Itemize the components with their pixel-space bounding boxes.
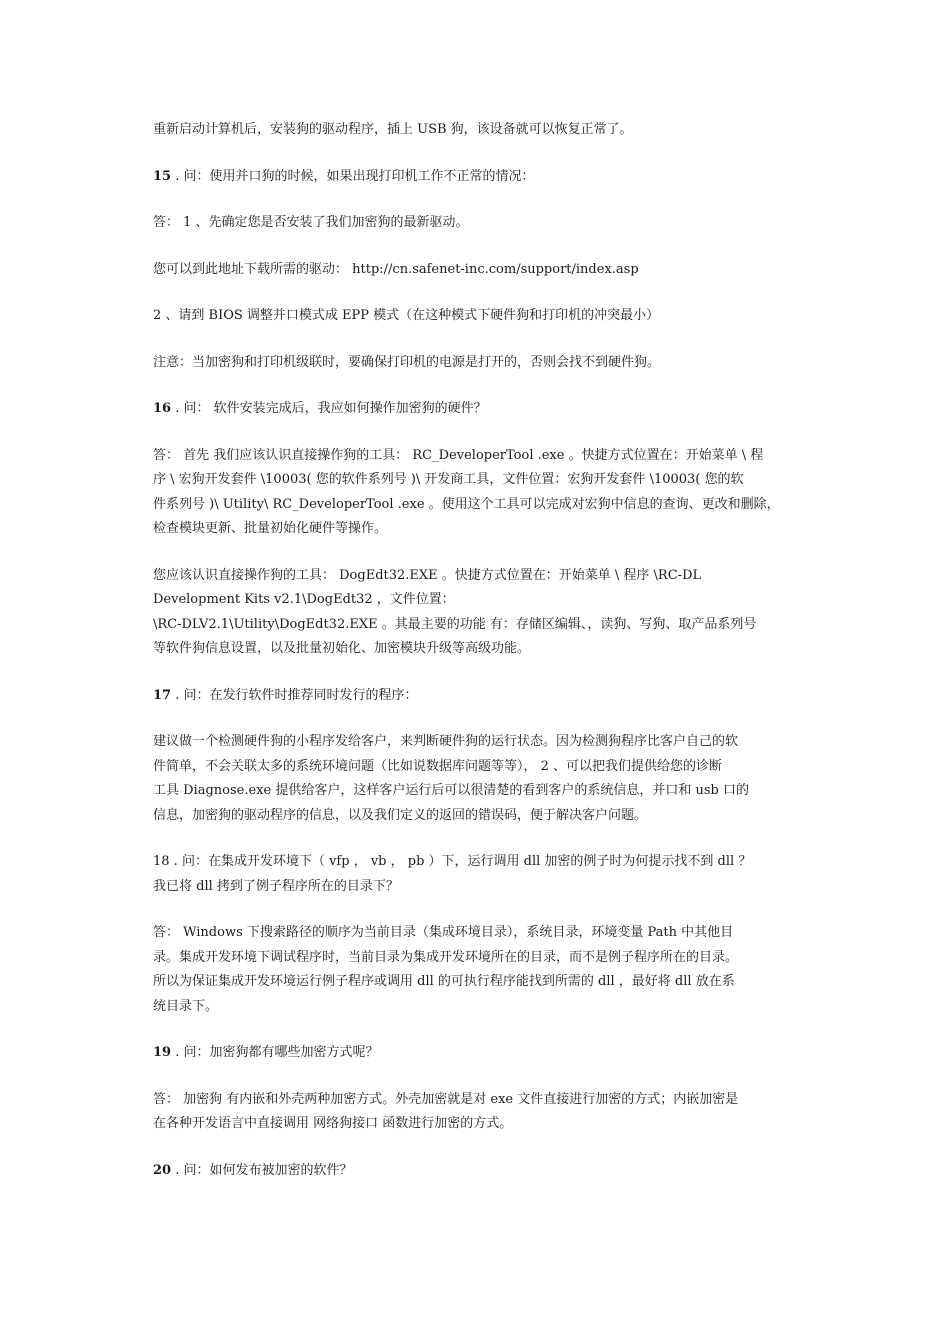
answer-text: 答： 1 、先确定您是否安装了我们加密狗的最新驱动。 (153, 215, 469, 230)
question-number: 17 (153, 687, 172, 703)
intro-paragraph (153, 118, 798, 143)
question-number: 16 (153, 401, 172, 416)
answer-line: 答： 加密狗 有内嵌和外壳两种加密方式。外壳加密就是对 exe 文件直接进行加密的方式；内嵌加密是 (153, 1091, 739, 1107)
note-text: 注意：当加密狗和打印机级联时，要确保打印机的电源是打开的，否则会找不到硬件狗。 (153, 354, 661, 370)
intro-text: 重新启动计算机后，安装狗的驱动程序，插上 USB 狗，该设备就可以恢复正常了。 (153, 122, 633, 137)
answer-text: 2 、请到 BIOS 调整并口模式成 EPP 模式（在这种模式下硬件狗和打印机的冲突最小） (153, 308, 660, 323)
answer-15-note (153, 351, 798, 376)
question-text: . 问：如何发布被加密的软件？ (171, 1162, 353, 1178)
answer-line: 工具 Diagnose.exe 提供给客户，这样客户运行后可以很清楚的看到客户的系统信息，并口和 usb 口的 (153, 783, 749, 798)
question-19 (153, 1041, 798, 1066)
answer-line: 在各种开发语言中直接调用 网络狗接口 函数进行加密的方式。 (153, 1116, 513, 1131)
answer-line: 等软件狗信息设置，以及批量初始化、加密模块升级等高级功能。 (153, 641, 531, 656)
answer-19 (153, 1088, 798, 1137)
answer-17 (153, 730, 798, 828)
answer-18 (153, 921, 798, 1019)
answer-line: 检查模块更新、批量初始化硬件等操作。 (153, 521, 388, 536)
question-number: 15 (153, 168, 172, 184)
answer-line: Development Kits v2.1\DogEdt32 ，文件位置： (153, 592, 455, 607)
answer-line: 件简单，不会关联太多的系统环境问题（比如说数据库问题等等）， 2 、可以把我们提供给您的诊断 (153, 758, 723, 774)
document-page (153, 118, 798, 1205)
answer-line: 序 \ 宏狗开发套件 \10003( 您的软件系列号 )\ 开发商工具，文件位置：宏狗开发套件 \10003( 您的软 (153, 472, 744, 487)
question-number: 19 (153, 1045, 172, 1060)
question-20 (153, 1159, 798, 1184)
question-text: . 问：使用并口狗的时候，如果出现打印机工作不正常的情况： (171, 168, 535, 184)
answer-16-paragraph-2 (153, 564, 798, 662)
answer-line: 所以为保证集成开发环境运行例子程序或调用 dll 的可执行程序能找到所需的 dll ，最好将 dll 放在系 (153, 974, 735, 989)
answer-line: 答： 首先 我们应该认识直接操作狗的工具： RC_DeveloperTool .exe 。快捷方式位置在：开始菜单 \ 程 (153, 447, 764, 463)
question-number: 20 (153, 1162, 172, 1178)
answer-line: 您应该认识直接操作狗的工具： DogEdt32.EXE 。快捷方式位置在：开始菜单 \ 程序 \RC-DL (153, 567, 702, 583)
answer-line: 答： Windows 下搜索路径的顺序为当前目录（集成环境目录），系统目录，环境变量 Path 中其他目 (153, 925, 734, 940)
question-15 (153, 165, 798, 190)
answer-line: \RC-DLV2.1\Utility\DogEdt32.EXE 。其最主要的功能 有：存储区编辑、，读狗、写狗、取产品系列号 (153, 616, 757, 632)
answer-line: 件系列号 )\ Utility\ RC_DeveloperTool .exe 。使用这个工具可以完成对宏狗中信息的查询、更改和删除， (153, 496, 780, 512)
question-line: 我已将 dll 拷到了例子程序所在的目录下？ (153, 878, 399, 894)
question-text: . 问：加密狗都有哪些加密方式呢？ (171, 1045, 379, 1060)
answer-15-line-1 (153, 211, 798, 236)
answer-15-line-2 (153, 258, 798, 283)
answer-15-line-3 (153, 304, 798, 329)
question-text: . 问： 软件安装完成后，我应如何操作加密狗的硬件？ (171, 401, 487, 416)
download-url-text: 您可以到此地址下载所需的驱动： http://cn.safenet-inc.com/support/index.asp (153, 261, 639, 277)
answer-line: 录。集成开发环境下调试程序时，当前目录为集成开发环境所在的目录，而不是例子程序所在的目录。 (153, 949, 739, 965)
question-16 (153, 397, 798, 422)
question-17 (153, 684, 798, 709)
answer-line: 信息，加密狗的驱动程序的信息，以及我们定义的返回的错误码，便于解决客户问题。 (153, 807, 648, 823)
question-line: 18 . 问：在集成开发环境下（ vfp ， vb ， pb ）下，运行调用 dll 加密的例子时为何提示找不到 dll ？ (153, 854, 752, 869)
question-18 (153, 850, 798, 899)
question-text: . 问：在发行软件时推荐同时发行的程序： (171, 687, 418, 703)
answer-line: 建议做一个检测硬件狗的小程序发给客户，来判断硬件狗的运行状态。因为检测狗程序比客户自己的软 (153, 734, 739, 749)
answer-16-paragraph-1 (153, 444, 798, 542)
answer-line: 统目录下。 (153, 998, 219, 1014)
